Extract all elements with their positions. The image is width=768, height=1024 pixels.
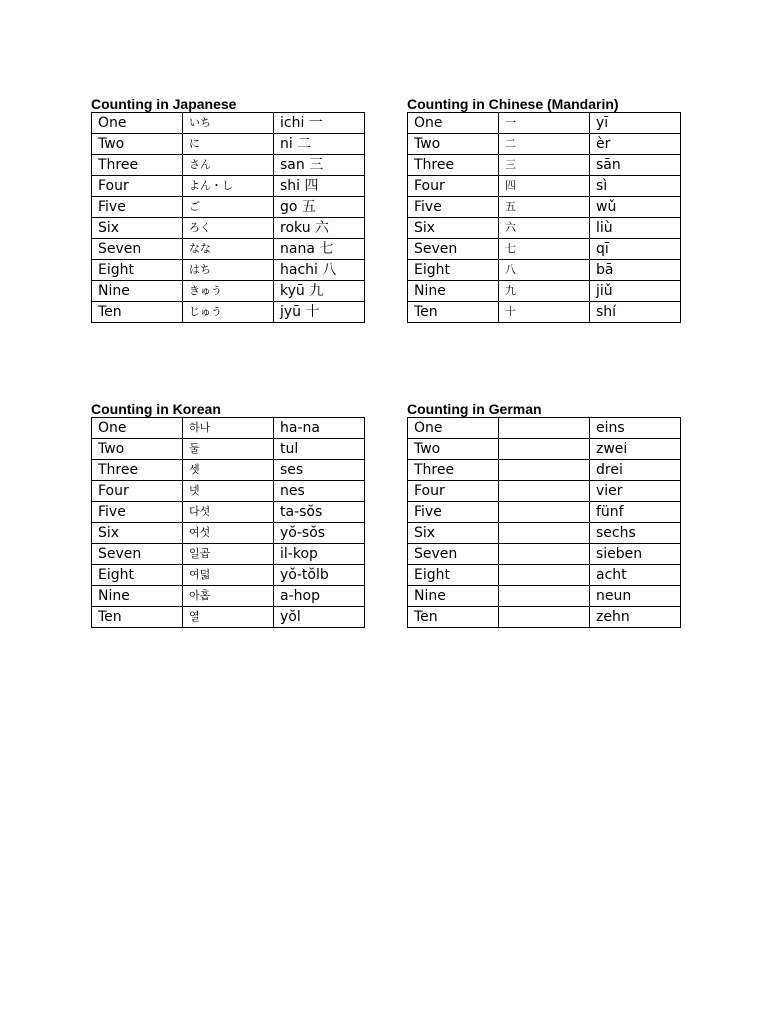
table-row (92, 565, 365, 586)
english-number-cell: Three (408, 155, 499, 176)
native-script-cell (499, 586, 590, 607)
romanization-cell: yŏ-tŏlb (274, 565, 365, 586)
table-row (92, 260, 365, 281)
romanization-cell: jiǔ (590, 281, 681, 302)
table-row (92, 134, 365, 155)
native-script-cell: 一 (499, 113, 590, 134)
english-number-cell: Five (92, 502, 183, 523)
native-script-cell: 셋 (183, 460, 274, 481)
japanese-counting-table (91, 112, 365, 323)
table-row (92, 502, 365, 523)
chinese-counting-table (407, 112, 681, 323)
english-number-cell: Three (92, 460, 183, 481)
table-row (408, 155, 681, 176)
table-row (408, 134, 681, 155)
english-number-cell: Four (408, 481, 499, 502)
english-number-cell: Six (408, 218, 499, 239)
romanization-cell: il-kop (274, 544, 365, 565)
table-row (408, 197, 681, 218)
table-row (92, 523, 365, 544)
native-script-cell: 아홉 (183, 586, 274, 607)
table-row (92, 176, 365, 197)
native-script-cell: いち (183, 113, 274, 134)
english-number-cell: Five (408, 197, 499, 218)
japanese-table-title: Counting in Japanese (91, 96, 237, 112)
native-script-cell: はち (183, 260, 274, 281)
english-number-cell: Six (408, 523, 499, 544)
english-number-cell: Eight (408, 565, 499, 586)
romanization-cell: zehn (590, 607, 681, 628)
table-row (408, 176, 681, 197)
native-script-cell: さん (183, 155, 274, 176)
native-script-cell: 五 (499, 197, 590, 218)
native-script-cell (499, 439, 590, 460)
english-number-cell: Ten (92, 607, 183, 628)
romanization-cell: vier (590, 481, 681, 502)
english-number-cell: Nine (408, 586, 499, 607)
english-number-cell: Four (92, 481, 183, 502)
native-script-cell: ご (183, 197, 274, 218)
romanization-cell: yŏ-sŏs (274, 523, 365, 544)
native-script-cell: 四 (499, 176, 590, 197)
native-script-cell (499, 418, 590, 439)
table-row (408, 565, 681, 586)
table-row (92, 460, 365, 481)
romanization-cell: fünf (590, 502, 681, 523)
native-script-cell (499, 481, 590, 502)
native-script-cell: きゅう (183, 281, 274, 302)
native-script-cell: に (183, 134, 274, 155)
english-number-cell: Ten (408, 302, 499, 323)
native-script-cell: 하나 (183, 418, 274, 439)
english-number-cell: Nine (92, 281, 183, 302)
romanization-cell: hachi 八 (274, 260, 365, 281)
native-script-cell (499, 460, 590, 481)
native-script-cell (499, 565, 590, 586)
table-row (408, 281, 681, 302)
english-number-cell: Six (92, 218, 183, 239)
table-row (408, 218, 681, 239)
english-number-cell: Nine (408, 281, 499, 302)
romanization-cell: nana 七 (274, 239, 365, 260)
table-row (92, 586, 365, 607)
english-number-cell: One (92, 113, 183, 134)
romanization-cell: shí (590, 302, 681, 323)
english-number-cell: Two (92, 134, 183, 155)
romanization-cell: kyū 九 (274, 281, 365, 302)
romanization-cell: shi 四 (274, 176, 365, 197)
english-number-cell: Seven (408, 239, 499, 260)
native-script-cell: 七 (499, 239, 590, 260)
native-script-cell: 열 (183, 607, 274, 628)
english-number-cell: Three (408, 460, 499, 481)
romanization-cell: tul (274, 439, 365, 460)
romanization-cell: sieben (590, 544, 681, 565)
romanization-cell: ses (274, 460, 365, 481)
english-number-cell: Four (92, 176, 183, 197)
english-number-cell: One (408, 113, 499, 134)
romanization-cell: ha-na (274, 418, 365, 439)
table-row (408, 439, 681, 460)
native-script-cell: ろく (183, 218, 274, 239)
english-number-cell: Two (408, 439, 499, 460)
romanization-cell: zwei (590, 439, 681, 460)
native-script-cell (499, 544, 590, 565)
native-script-cell: じゅう (183, 302, 274, 323)
table-row (408, 302, 681, 323)
english-number-cell: Four (408, 176, 499, 197)
romanization-cell: yī (590, 113, 681, 134)
romanization-cell: yŏl (274, 607, 365, 628)
english-number-cell: Seven (408, 544, 499, 565)
english-number-cell: Two (92, 439, 183, 460)
table-row (408, 607, 681, 628)
english-number-cell: Two (408, 134, 499, 155)
chinese-table-title: Counting in Chinese (Mandarin) (407, 96, 619, 112)
romanization-cell: eins (590, 418, 681, 439)
native-script-cell: 일곱 (183, 544, 274, 565)
romanization-cell: sān (590, 155, 681, 176)
native-script-cell (499, 523, 590, 544)
native-script-cell: 二 (499, 134, 590, 155)
romanization-cell: bā (590, 260, 681, 281)
chinese-counting-block (407, 96, 678, 323)
table-row (92, 481, 365, 502)
table-row (92, 281, 365, 302)
romanization-cell: liù (590, 218, 681, 239)
table-row (408, 418, 681, 439)
romanization-cell: ni 二 (274, 134, 365, 155)
english-number-cell: Nine (92, 586, 183, 607)
table-row (408, 260, 681, 281)
native-script-cell: よん・し (183, 176, 274, 197)
table-row (92, 218, 365, 239)
table-row (92, 544, 365, 565)
english-number-cell: Seven (92, 544, 183, 565)
romanization-cell: wǔ (590, 197, 681, 218)
english-number-cell: Six (92, 523, 183, 544)
english-number-cell: Five (408, 502, 499, 523)
english-number-cell: Eight (92, 260, 183, 281)
native-script-cell: 十 (499, 302, 590, 323)
romanization-cell: èr (590, 134, 681, 155)
romanization-cell: acht (590, 565, 681, 586)
romanization-cell: jyū 十 (274, 302, 365, 323)
romanization-cell: ta-sŏs (274, 502, 365, 523)
romanization-cell: roku 六 (274, 218, 365, 239)
english-number-cell: One (408, 418, 499, 439)
english-number-cell: Three (92, 155, 183, 176)
table-row (92, 607, 365, 628)
romanization-cell: sì (590, 176, 681, 197)
romanization-cell: ichi 一 (274, 113, 365, 134)
english-number-cell: Eight (408, 260, 499, 281)
table-row (408, 586, 681, 607)
english-number-cell: Five (92, 197, 183, 218)
korean-table-title: Counting in Korean (91, 401, 221, 417)
native-script-cell: 九 (499, 281, 590, 302)
table-row (408, 460, 681, 481)
table-row (408, 113, 681, 134)
romanization-cell: neun (590, 586, 681, 607)
german-counting-table (407, 417, 681, 628)
table-row (92, 155, 365, 176)
romanization-cell: drei (590, 460, 681, 481)
native-script-cell: 다섯 (183, 502, 274, 523)
native-script-cell: 六 (499, 218, 590, 239)
romanization-cell: sechs (590, 523, 681, 544)
german-table-title: Counting in German (407, 401, 542, 417)
korean-counting-block (91, 401, 362, 628)
english-number-cell: Seven (92, 239, 183, 260)
table-row (408, 239, 681, 260)
native-script-cell: 三 (499, 155, 590, 176)
native-script-cell: 넷 (183, 481, 274, 502)
table-row (92, 197, 365, 218)
table-row (92, 439, 365, 460)
japanese-counting-block (91, 96, 362, 323)
english-number-cell: Eight (92, 565, 183, 586)
table-row (408, 544, 681, 565)
native-script-cell (499, 607, 590, 628)
romanization-cell: a-hop (274, 586, 365, 607)
native-script-cell (499, 502, 590, 523)
native-script-cell: 여덟 (183, 565, 274, 586)
native-script-cell: なな (183, 239, 274, 260)
native-script-cell: 여섯 (183, 523, 274, 544)
table-row (92, 302, 365, 323)
table-row (408, 481, 681, 502)
table-row (92, 113, 365, 134)
native-script-cell: 둘 (183, 439, 274, 460)
table-row (92, 239, 365, 260)
romanization-cell: san 三 (274, 155, 365, 176)
romanization-cell: qī (590, 239, 681, 260)
korean-counting-table (91, 417, 365, 628)
native-script-cell: 八 (499, 260, 590, 281)
table-row (408, 523, 681, 544)
german-counting-block (407, 401, 678, 628)
table-row (92, 418, 365, 439)
english-number-cell: Ten (408, 607, 499, 628)
table-row (408, 502, 681, 523)
romanization-cell: go 五 (274, 197, 365, 218)
romanization-cell: nes (274, 481, 365, 502)
english-number-cell: One (92, 418, 183, 439)
english-number-cell: Ten (92, 302, 183, 323)
